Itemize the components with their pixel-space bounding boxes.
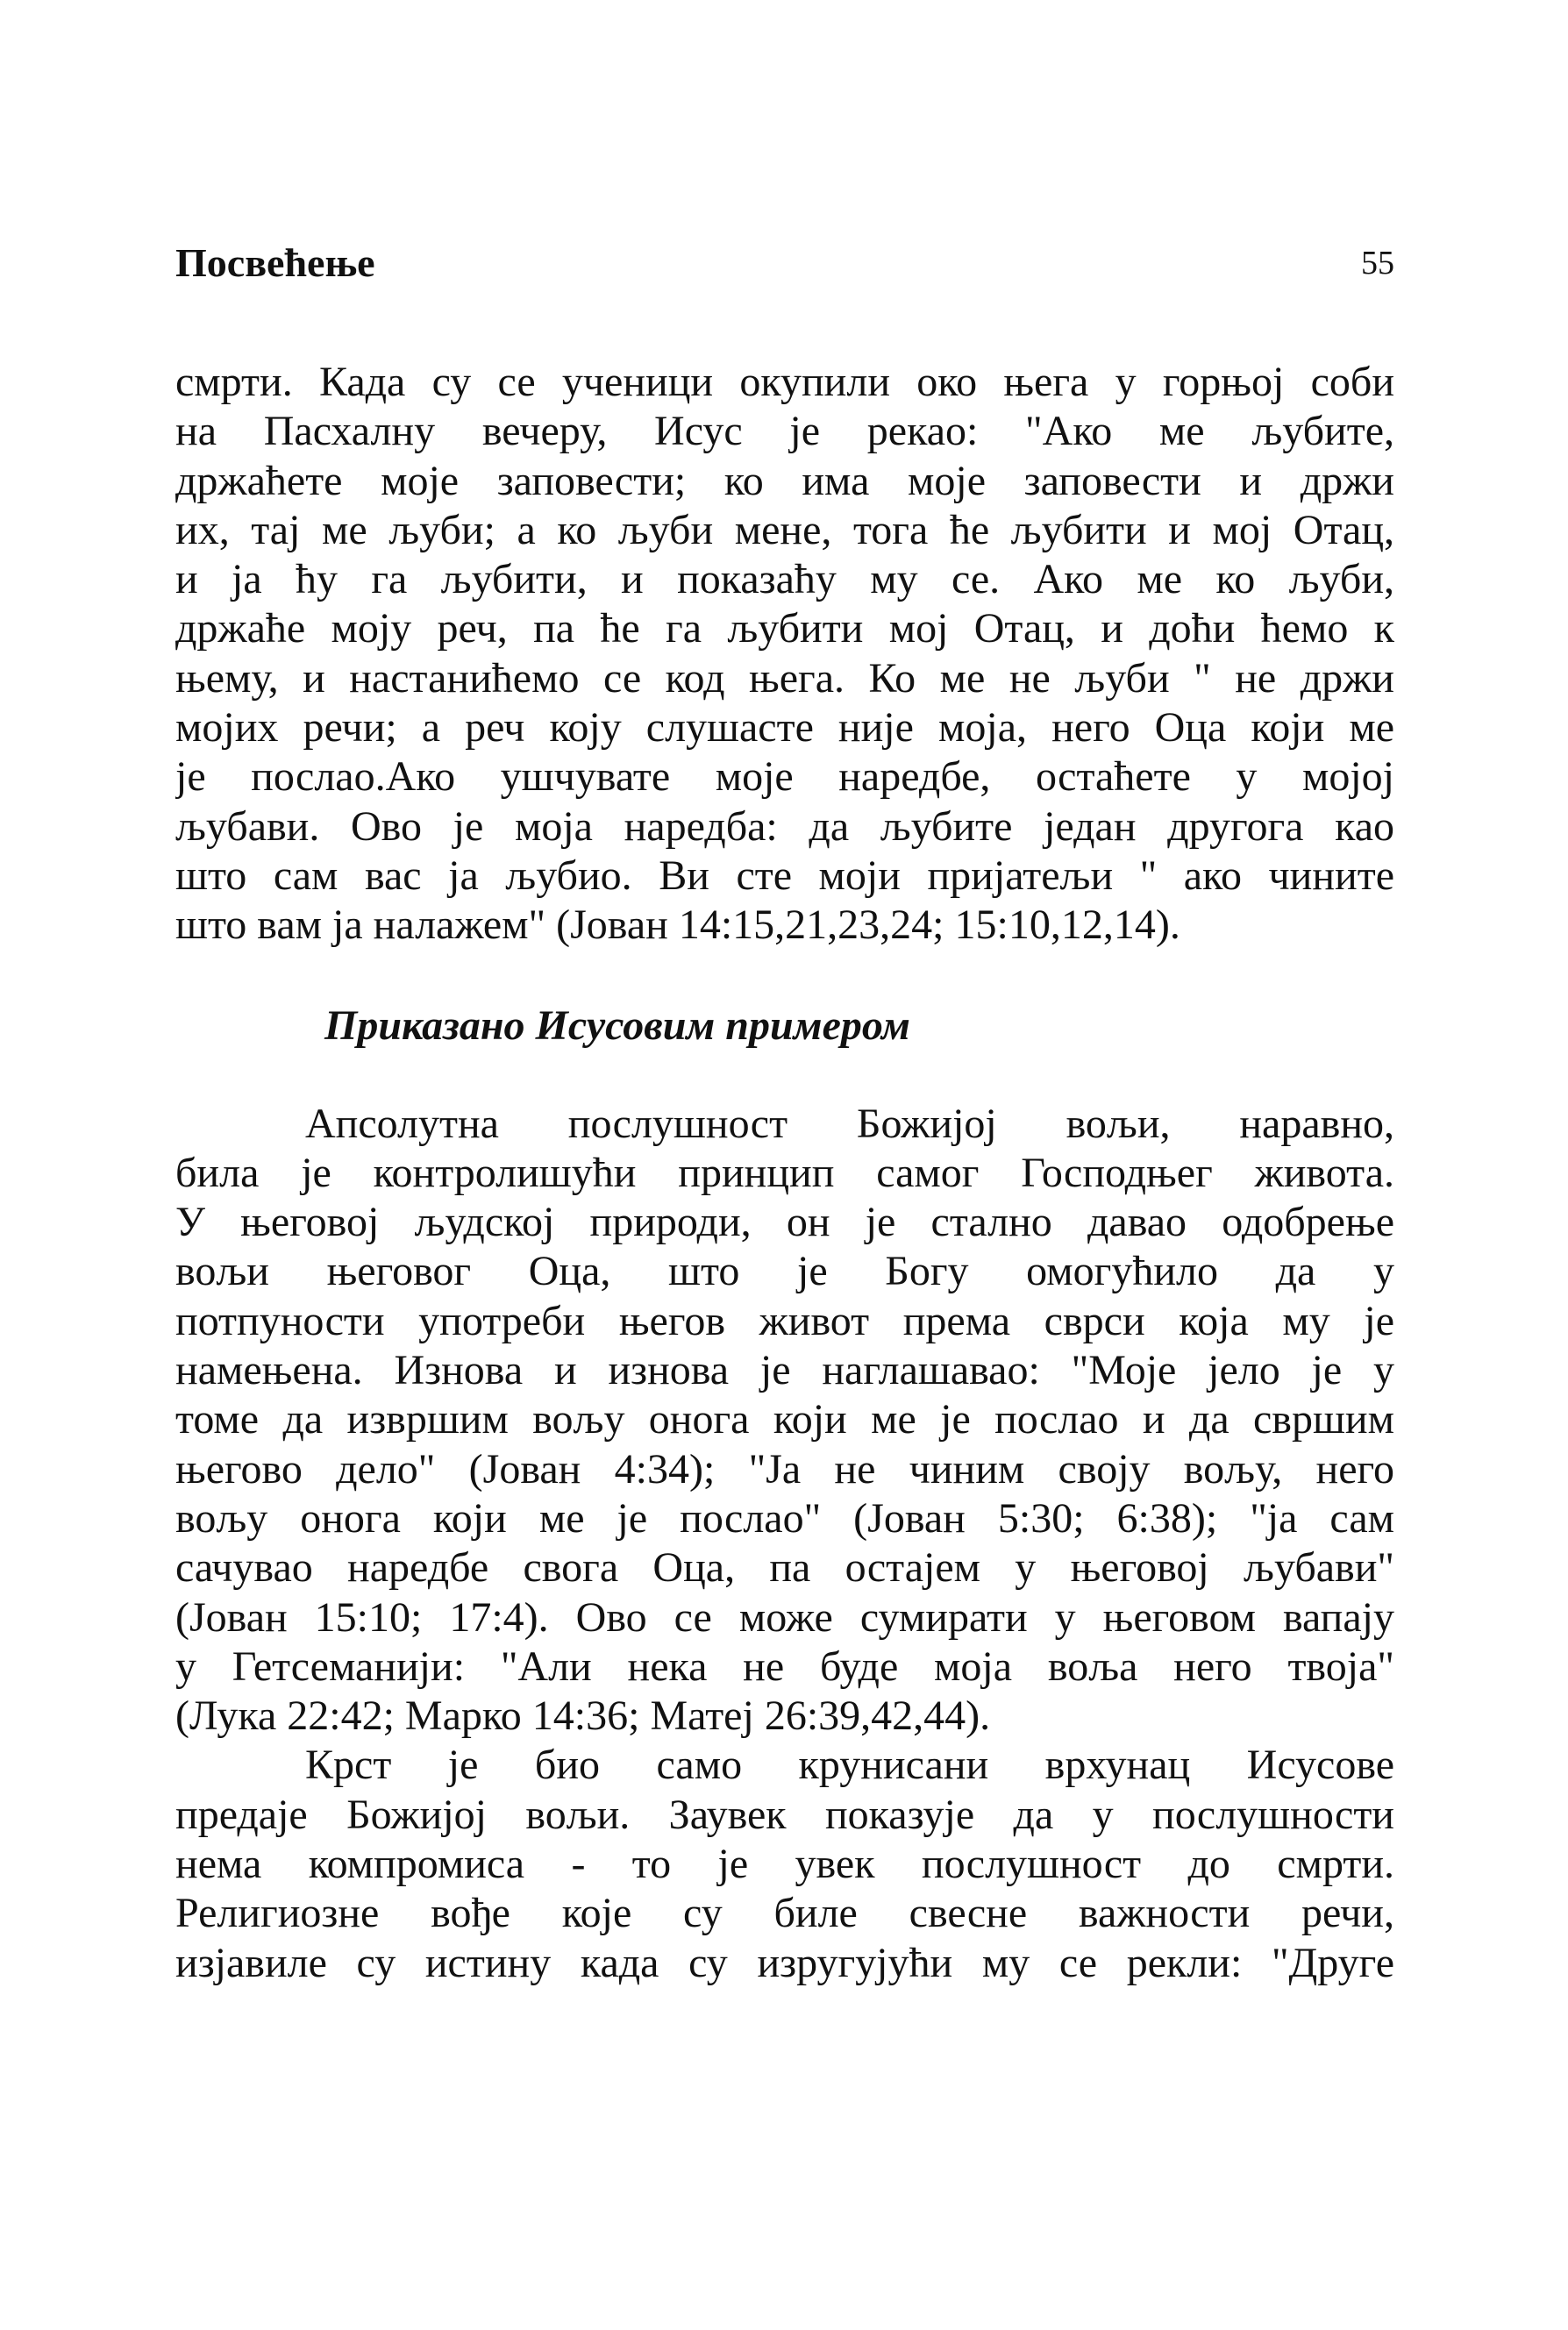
text-line: предаје Божијој вољи. Заувек показује да у послушности <box>175 1791 1394 1838</box>
text-line: вољу онога који ме је послао" (Јован 5:30; 6:38); "ја сам <box>175 1494 1394 1542</box>
text-line: томе да извршим вољу онога који ме је послао и да свршим <box>175 1396 1394 1443</box>
text-line: је послао.Ако ушчувате моје наредбе, остаћете у мојој <box>175 753 1394 801</box>
text-line: и ја ћу га љубити, и показаћу му се. Ако ме ко љуби, <box>175 556 1394 603</box>
text-line: љубави. Ово је моја наредба: да љубите један другога као <box>175 802 1394 850</box>
text-line: на Пасхалну вечеру, Исус је рекао: "Ако ме љубите, <box>175 408 1394 455</box>
text-line: што вам ја налажем" (Јован 14:15,21,23,24; 15:10,12,14). <box>175 901 1180 949</box>
section-heading: Приказано Исусовим примером <box>324 1001 910 1049</box>
text-line: њему, и настанићемо се код њега. Ко ме не љуби " не држи <box>175 654 1394 702</box>
text-line: потпуности употреби његов живот према сврси која му је <box>175 1297 1394 1344</box>
text-line: Крст је био само крунисани врхунац Исусове <box>305 1742 1394 1789</box>
text-line: (Лука 22:42; Марко 14:36; Матеј 26:39,42,44). <box>175 1692 991 1740</box>
text-line: смрти. Када су се ученици окупили око њега у горњој соби <box>175 359 1394 405</box>
text-line: изјавиле су истину када су изругујући му се рекли: "Друге <box>175 1939 1394 1986</box>
text-line: његово дело" (Јован 4:34); "Ја не чиним своју вољу, него <box>175 1445 1394 1493</box>
text-line: што сам вас ја љубио. Ви сте моји пријатељи " ако чините <box>175 851 1394 899</box>
text-line: држаћете моје заповести; ко има моје заповести и држи <box>175 457 1394 504</box>
text-line: У његовој људској природи, он је стално давао одобрење <box>175 1199 1394 1246</box>
running-head <box>175 237 1394 298</box>
running-title: Посвећење <box>175 240 375 285</box>
text-line: мојих речи; а реч коју слушасте није моја, него Оца који ме <box>175 704 1394 752</box>
text-line: била је контролишући принцип самог Господњег живота. <box>175 1149 1394 1196</box>
paragraph-3 <box>175 1741 1394 1987</box>
text-line: (Јован 15:10; 17:4). Ово се може сумирати у његовом вапају <box>175 1593 1394 1641</box>
text-line: Апсолутна послушност Божијој вољи, наравно, <box>305 1100 1394 1147</box>
page-number: 55 <box>1361 245 1394 281</box>
text-line: држаће моју реч, па ће га љубити мој Отац, и доћи ћемо к <box>175 605 1394 652</box>
text-line: нема компромиса - то је увек послушност до смрти. <box>175 1841 1394 1888</box>
text-line: Религиозне вође које су биле свесне важности речи, <box>175 1890 1394 1937</box>
paragraph-2 <box>175 1100 1394 1742</box>
text-line: у Гетсеманији: "Али нека не буде моја воља него твоја" <box>175 1642 1394 1690</box>
text-line: их, тај ме љуби; а ко љуби мене, тога ће љубити и мој Отац, <box>175 506 1394 553</box>
text-line: вољи његовог Оца, што је Богу омогућило да у <box>175 1248 1394 1295</box>
paragraph-1 <box>175 358 1394 951</box>
text-line: намењена. Изнова и изнова је наглашавао: "Моје јело је у <box>175 1347 1394 1394</box>
body-text <box>175 358 1394 1988</box>
text-line: сачувао наредбе свога Оца, па остајем у његовој љубави" <box>175 1544 1394 1592</box>
